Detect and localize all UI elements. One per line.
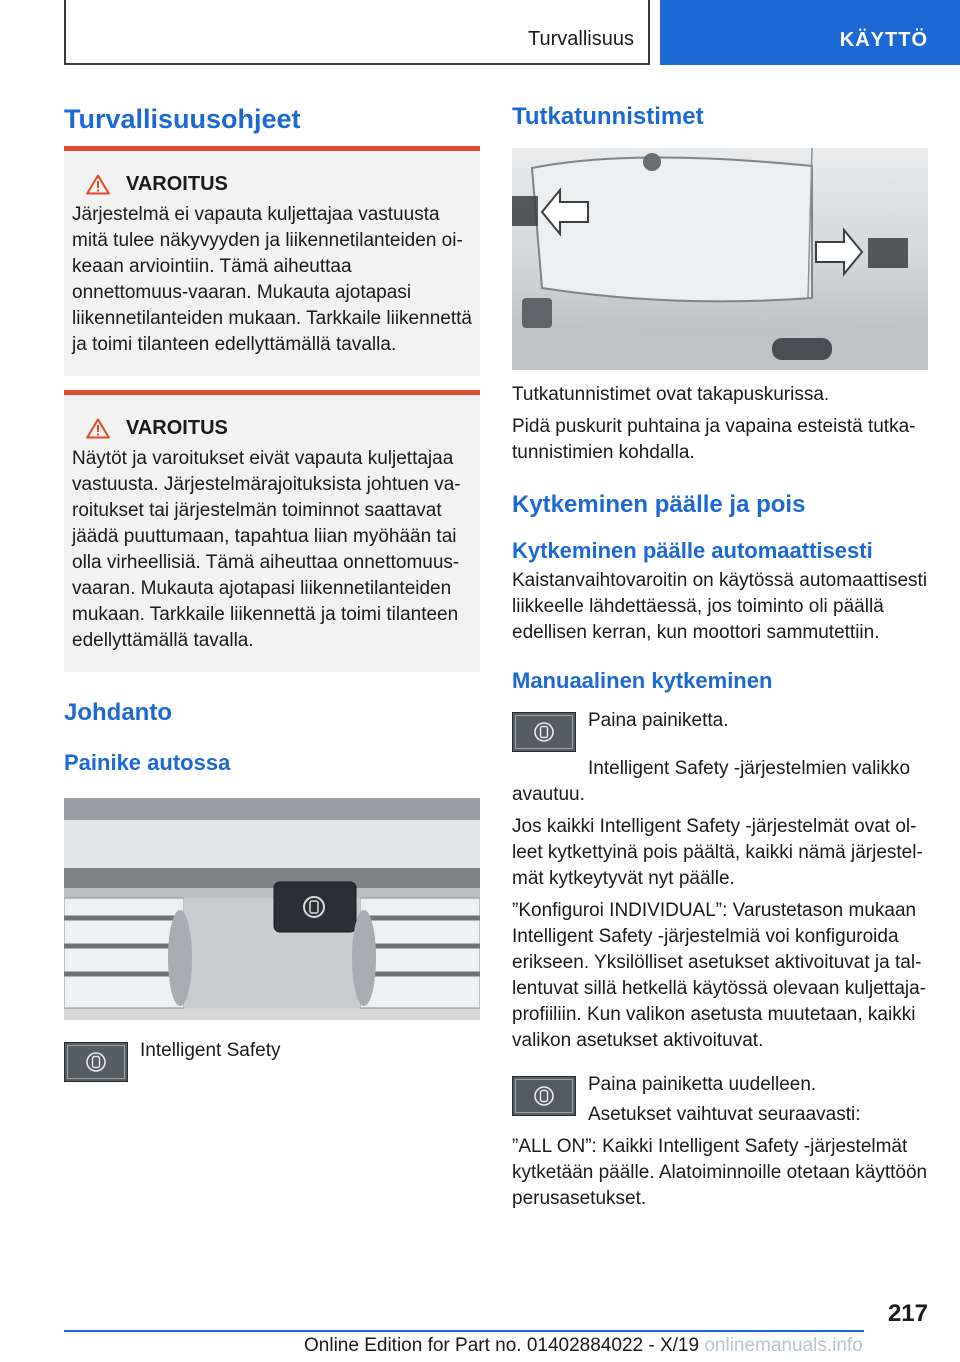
footer-rule xyxy=(64,1330,864,1332)
warning-box-2 xyxy=(64,390,480,672)
warning-box-1 xyxy=(64,146,480,376)
manual-paragraph-3: ”Konfiguroi INDIVIDUAL”: Varustetason mukaan Intelligent Safety -järjestelmiä voi konfiguroida erikseen. Yksilölliset asetukset aktivoituvat ja tal-lentuvat sillä hetkellä käytössä olevaan kuljettaja-profiiliin. Kun valikon asetusta muutetaan, kaikki valikon asetukset aktivoituvat. xyxy=(512,900,927,1051)
footer-edition xyxy=(304,1335,863,1357)
manual-paragraph-2: Jos kaikki Intelligent Safety -järjestelmät ovat ol-leet kytkettyinä pois päältä, kaikki nämä järjestel-mät kytkeytyvät nyt päälle. xyxy=(512,816,923,889)
radar-sensors-heading: Tutkatunnistimet xyxy=(512,103,704,130)
intelligent-safety-button-icon xyxy=(512,1076,576,1116)
intelligent-safety-button-icon xyxy=(512,712,576,752)
intro-heading: Johdanto xyxy=(64,699,172,726)
warning-text-1: Järjestelmä ei vapauta kuljettajaa vastuusta mitä tulee näkyvyyden ja liikennetilanteiden oi-keaan arviointiin. Tämä aiheuttaa onnettomuus-vaaran. Mukauta ajotapasi liikennetilanteiden mukaan. Tarkkaile liikennettä ja toimi tilanteen edellyttämällä tavalla. xyxy=(72,204,472,355)
intelligent-safety-legend xyxy=(64,1038,480,1082)
watermark-text: onlinemanuals.info xyxy=(704,1335,863,1356)
dashboard-button-photo xyxy=(64,798,480,1020)
dashboard-illustration xyxy=(64,798,480,1020)
right-column xyxy=(512,100,928,1212)
auto-switch-text: Kaistanvaihtovaroitin on käytössä automaattisesti liikkeelle lähdettäessä, jos toiminto oli päällä edellisen kerran, kun moottori sammutettiin. xyxy=(512,570,928,643)
edition-text: Online Edition for Part no. 01402884022 - X/19 xyxy=(304,1335,700,1356)
manual-step-2-result: Asetukset vaihtuvat seuraavasti: xyxy=(588,1104,861,1125)
manual-step-1-result: Intelligent Safety -järjestelmien valikko avautuu. xyxy=(512,758,911,805)
intelligent-safety-caption: Intelligent Safety xyxy=(140,1040,281,1061)
safety-instructions-heading: Turvallisuusohjeet xyxy=(64,104,301,134)
intelligent-safety-button-icon xyxy=(64,1042,128,1082)
page-number: 217 xyxy=(887,1300,928,1327)
warning-triangle-icon xyxy=(86,418,110,439)
manual-step-2-text: Paina painiketta uudelleen. xyxy=(588,1074,817,1095)
header-chapter-label: KÄYTTÖ xyxy=(839,29,928,51)
button-in-car-heading: Painike autossa xyxy=(64,750,231,775)
switch-on-off-heading: Kytkeminen päälle ja pois xyxy=(512,491,806,518)
header-section-box xyxy=(64,0,650,65)
manual-switch-heading: Manuaalinen kytkeminen xyxy=(512,668,773,693)
rear-bumper-illustration xyxy=(512,148,928,370)
warning-title-2 xyxy=(72,417,472,440)
header-section-title: Turvallisuus xyxy=(528,28,634,50)
manual-step-1-text: Paina painiketta. xyxy=(588,710,729,731)
sensors-location-text: Tutkatunnistimet ovat takapuskurissa. xyxy=(512,384,830,405)
auto-switch-heading: Kytkeminen päälle automaattisesti xyxy=(512,538,873,563)
sensors-clean-text: Pidä puskurit puhtaina ja vapaina esteistä tutka-tunnistimien kohdalla. xyxy=(512,416,916,463)
header-chapter-tab xyxy=(660,0,960,65)
warning-label-2: VAROITUS xyxy=(126,417,228,439)
warning-label-1: VAROITUS xyxy=(126,173,228,195)
manual-step-2 xyxy=(512,1072,928,1128)
manual-step-1 xyxy=(512,708,928,752)
manual-paragraph-4: ”ALL ON”: Kaikki Intelligent Safety -järjestelmät kytketään päälle. Alatoiminnoille otetaan käyttöön perusasetukset. xyxy=(512,1136,928,1209)
warning-triangle-icon xyxy=(86,174,110,195)
left-column xyxy=(64,100,480,1082)
warning-text-2: Näytöt ja varoitukset eivät vapauta kuljettajaa vastuusta. Järjestelmärajoituksista johtuen va-roitukset tai järjestelmän toiminnot saattavat jäädä puuttumaan, tapahtua liian myöhään tai olla virheellisiä. Tämä aiheuttaa onnettomuus-vaaran. Mukauta ajotapasi liikennetilanteiden mukaan. Tarkkaile liikennettä ja toimi tilanteen edellyttämällä tavalla. xyxy=(72,448,461,651)
rear-bumper-photo xyxy=(512,148,928,370)
warning-title-1 xyxy=(72,173,472,196)
